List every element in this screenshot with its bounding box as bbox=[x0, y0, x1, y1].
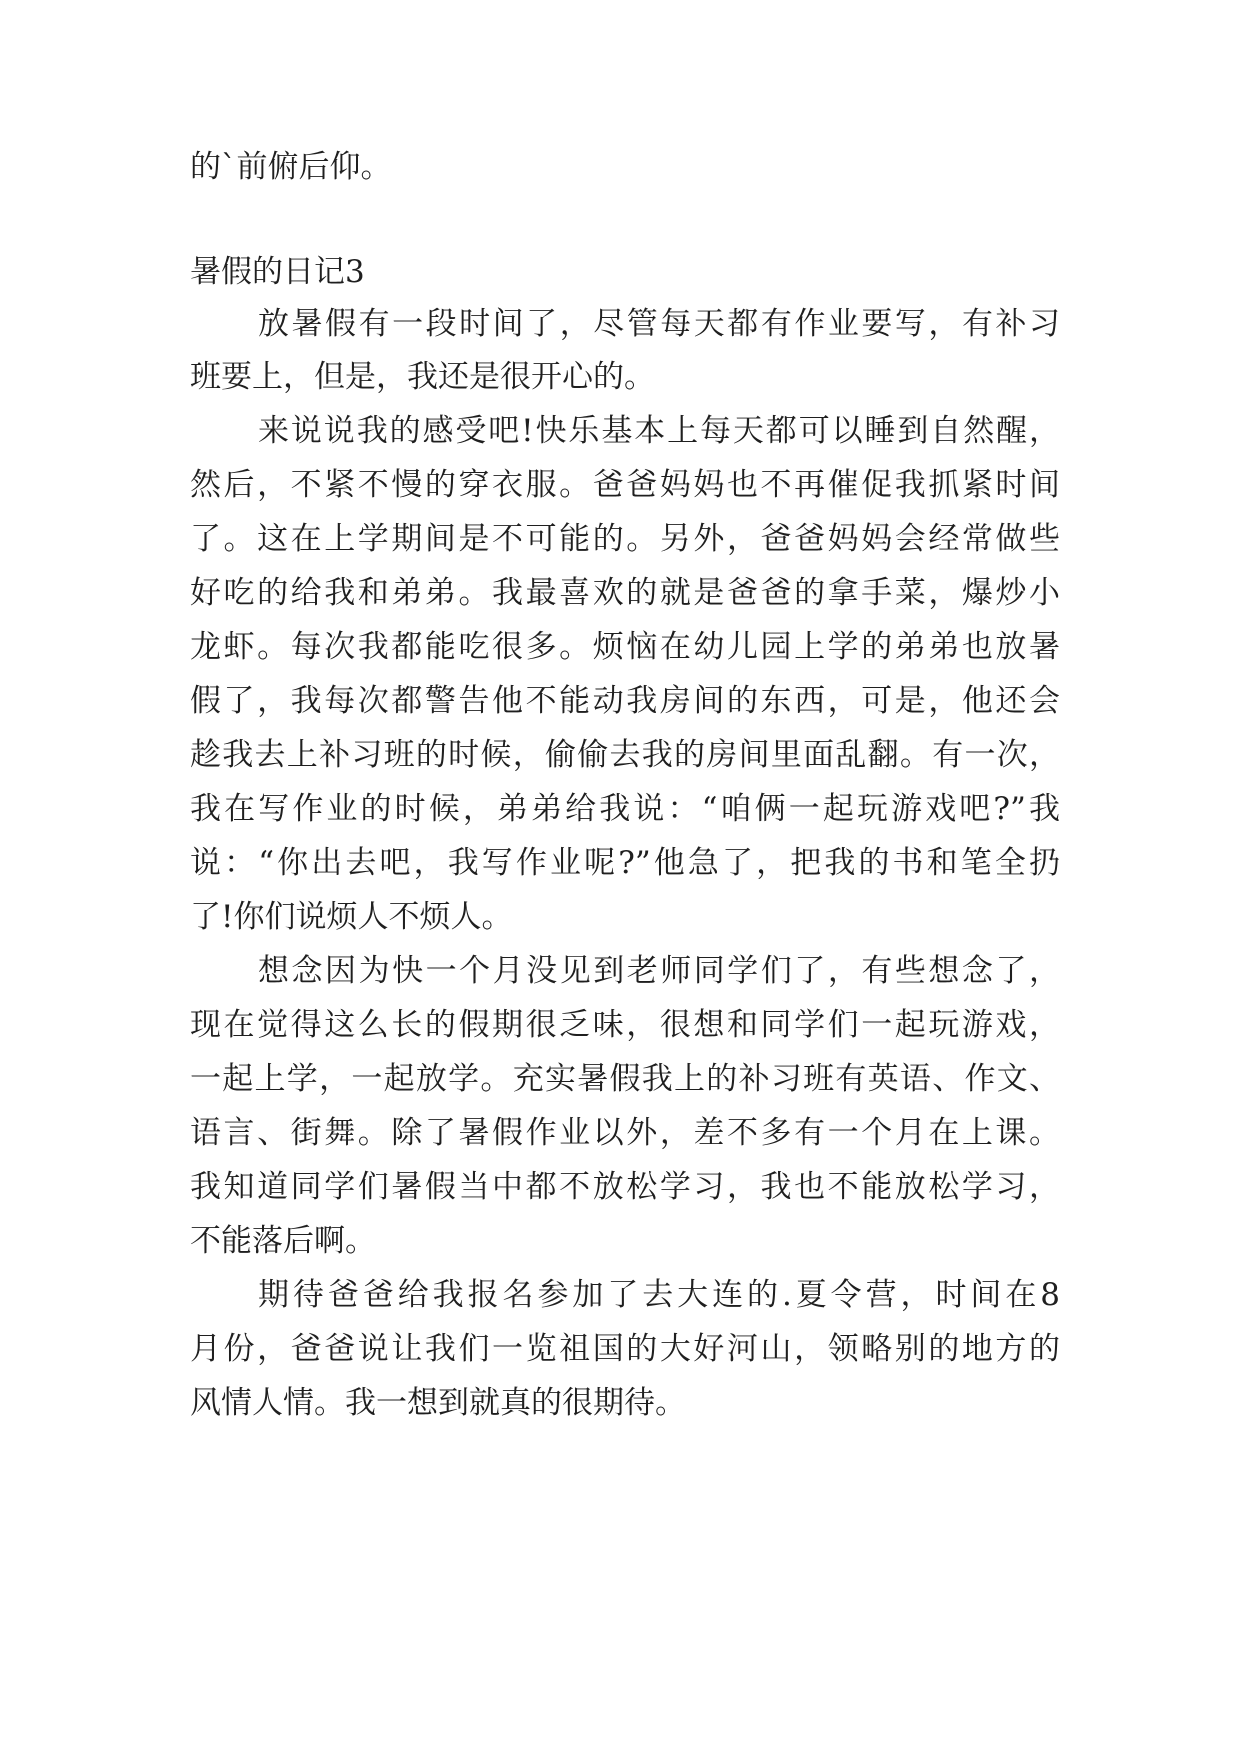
text-line: 一起上学，一起放学。充实暑假我上的补习班有英语、作文、 bbox=[190, 1061, 1060, 1097]
text-line: 然后，不紧不慢的穿衣服。爸爸妈妈也不再催促我抓紧时间 bbox=[190, 467, 1060, 503]
text-line: 龙虾。每次我都能吃很多。烦恼在幼儿园上学的弟弟也放暑 bbox=[190, 629, 1060, 665]
text-line: 我知道同学们暑假当中都不放松学习，我也不能放松学习， bbox=[190, 1169, 1060, 1205]
text-line: 假了，我每次都警告他不能动我房间的东西，可是，他还会 bbox=[190, 683, 1060, 719]
text-line: 好吃的给我和弟弟。我最喜欢的就是爸爸的拿手菜，爆炒小 bbox=[190, 575, 1060, 611]
text-line: 班要上，但是，我还是很开心的。 bbox=[190, 359, 655, 395]
text-line: 不能落后啊。 bbox=[190, 1223, 376, 1259]
text-line: 想念因为快一个月没见到老师同学们了，有些想念了， bbox=[258, 953, 1060, 989]
text-line: 来说说我的感受吧!快乐基本上每天都可以睡到自然醒， bbox=[258, 413, 1060, 449]
text-line: 说：“你出去吧，我写作业呢?”他急了，把我的书和笔全扔 bbox=[190, 845, 1060, 881]
section-title: 暑假的日记3 bbox=[190, 254, 365, 290]
text-line: 了。这在上学期间是不可能的。另外，爸爸妈妈会经常做些 bbox=[190, 521, 1060, 557]
text-line: 语言、街舞。除了暑假作业以外，差不多有一个月在上课。 bbox=[190, 1115, 1060, 1151]
text-line: 现在觉得这么长的假期很乏味，很想和同学们一起玩游戏， bbox=[190, 1007, 1060, 1043]
text-line: 放暑假有一段时间了，尽管每天都有作业要写，有补习 bbox=[258, 306, 1060, 342]
text-line: 期待爸爸给我报名参加了去大连的.夏令营，时间在8 bbox=[258, 1277, 1060, 1313]
text-line: 趁我去上补习班的时候，偷偷去我的房间里面乱翻。有一次， bbox=[190, 737, 1060, 773]
text-line: 月份，爸爸说让我们一览祖国的大好河山，领略别的地方的 bbox=[190, 1331, 1060, 1367]
text-line: 的`前俯后仰。 bbox=[190, 149, 392, 185]
text-line: 我在写作业的时候，弟弟给我说：“咱俩一起玩游戏吧?”我 bbox=[190, 791, 1060, 827]
text-line: 了!你们说烦人不烦人。 bbox=[190, 899, 513, 935]
text-line: 风情人情。我一想到就真的很期待。 bbox=[190, 1385, 686, 1421]
